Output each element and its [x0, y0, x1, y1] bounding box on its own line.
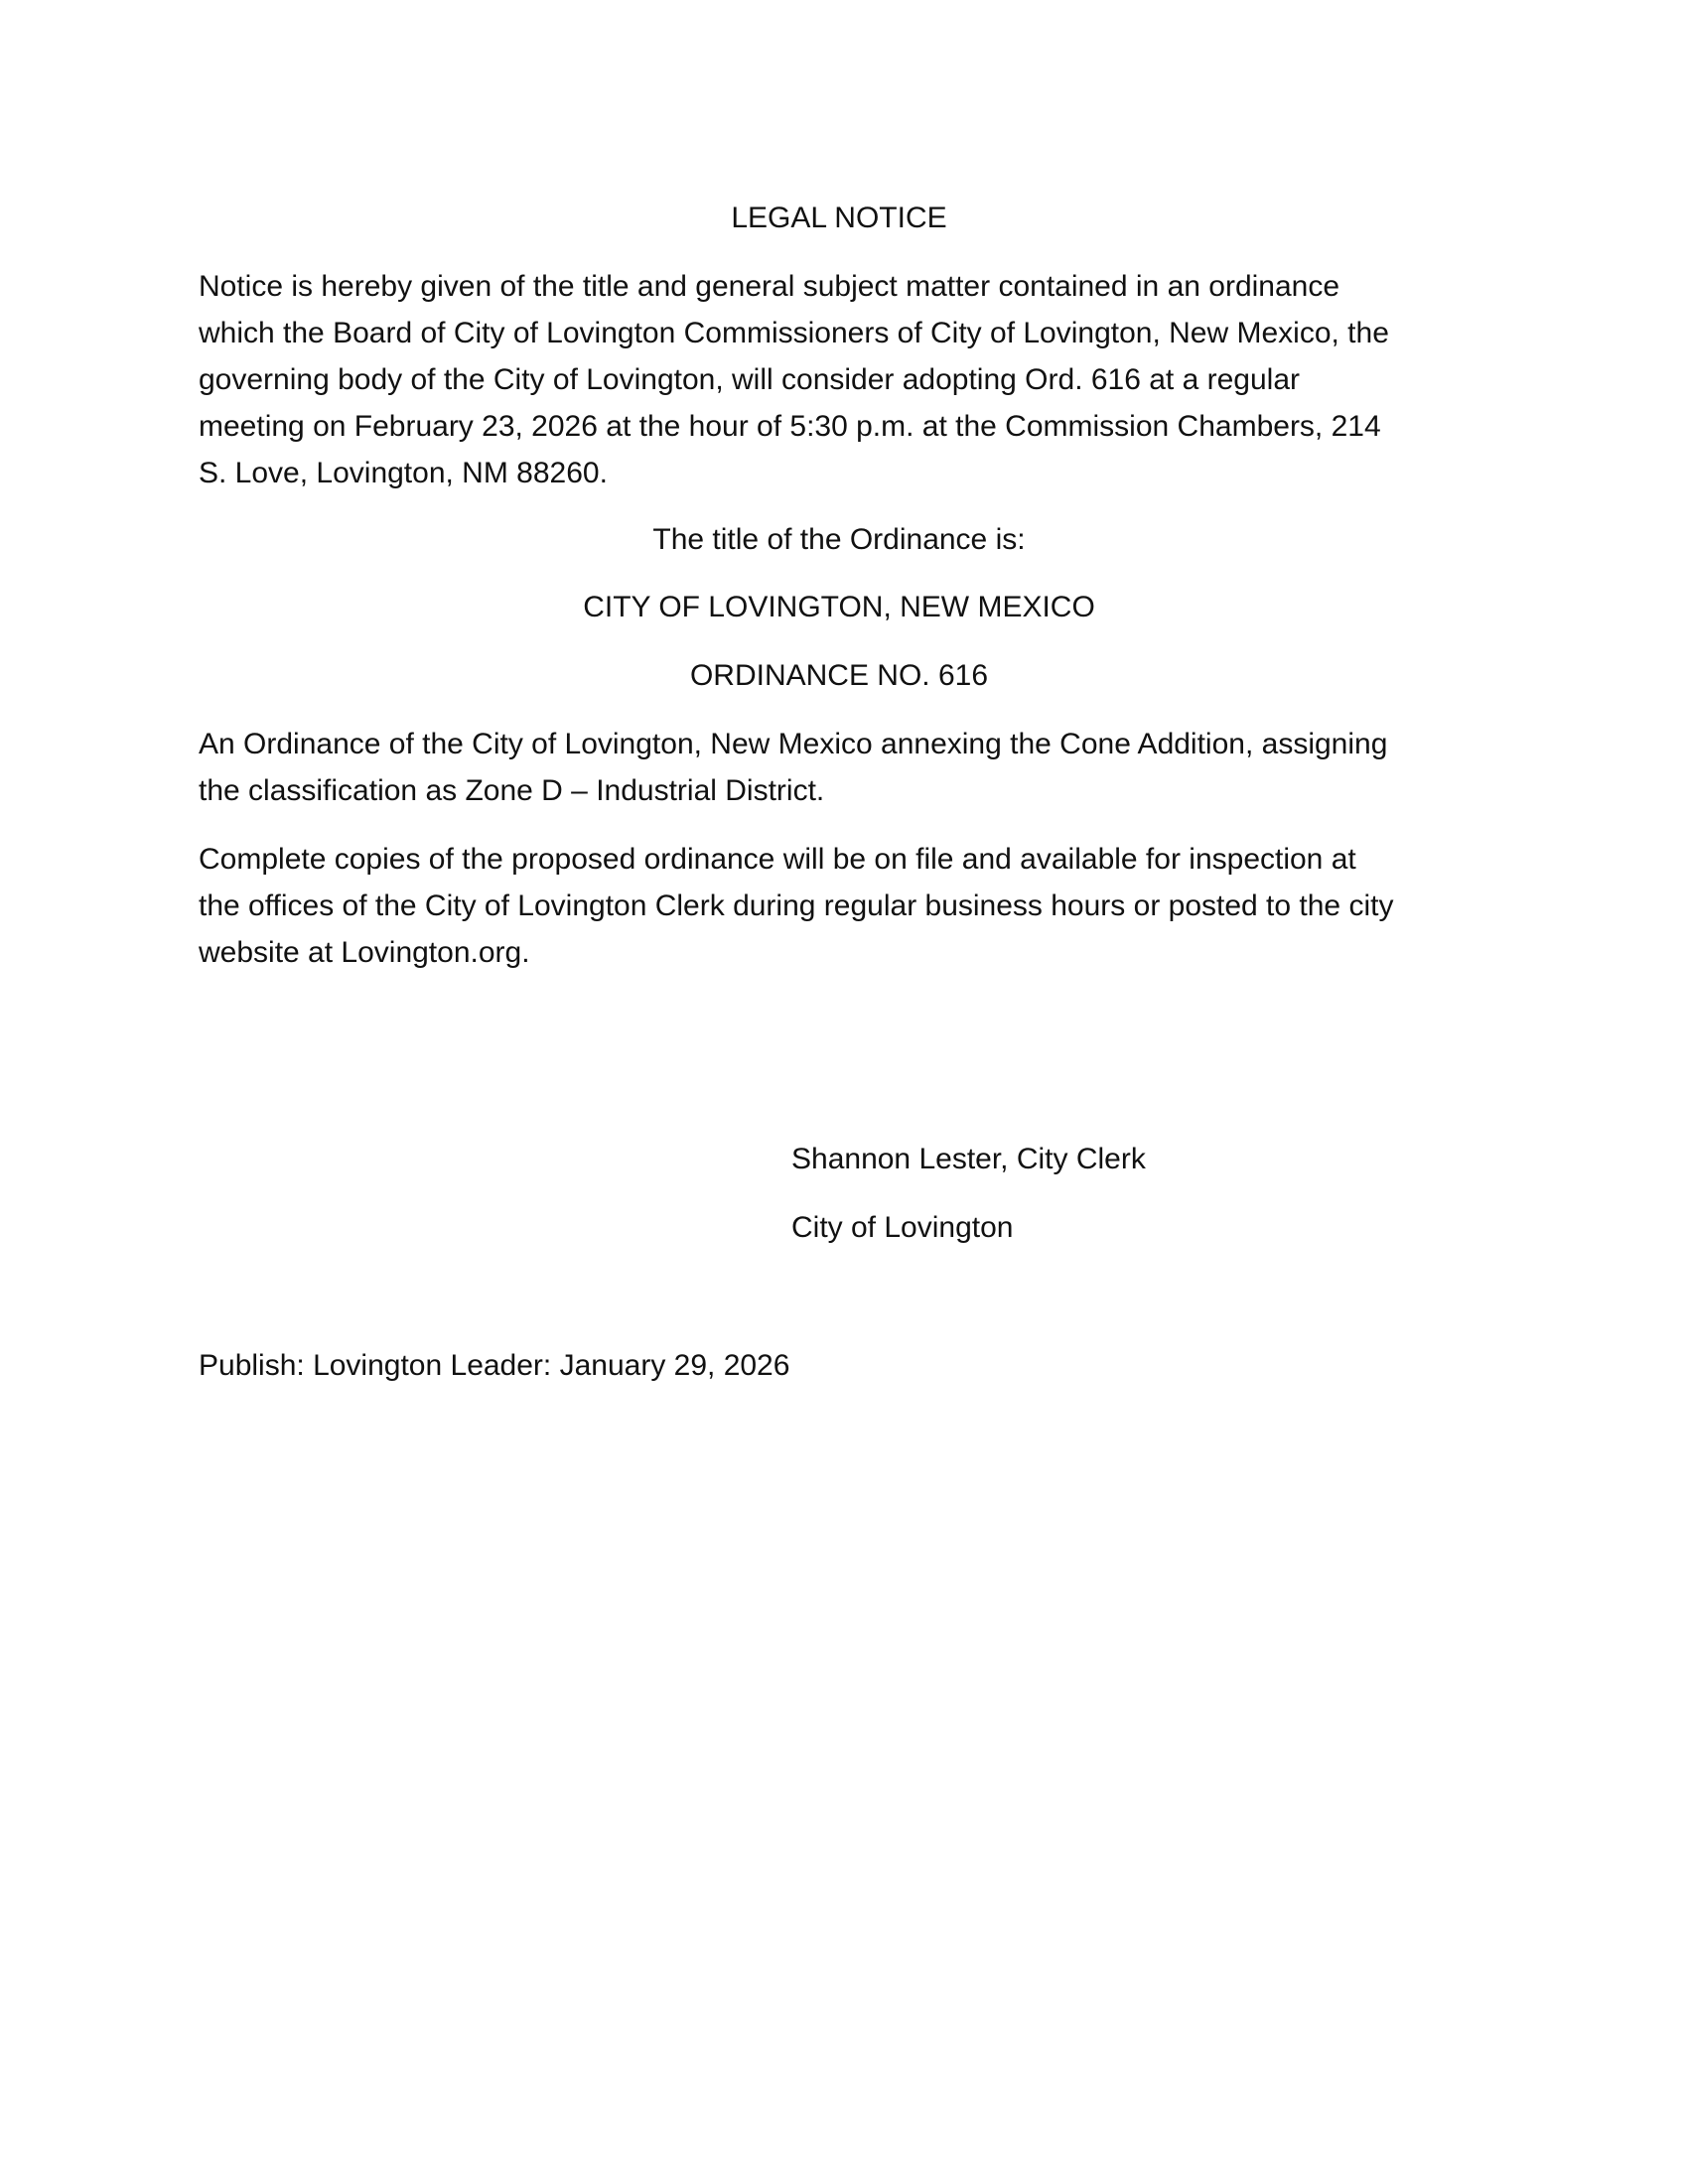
signature-name: Shannon Lester, City Clerk [791, 1143, 1146, 1175]
intro-line: meeting on February 23, 2026 at the hour of 5:30 p.m. at the Commission Chambers, 214 [199, 410, 1381, 443]
ordinance-number: ORDINANCE NO. 616 [689, 659, 989, 692]
intro-line: Notice is hereby given of the title and general subject matter contained in an ordinance [199, 270, 1340, 303]
ordinance-city: CITY OF LOVINGTON, NEW MEXICO [583, 591, 1095, 623]
ordinance-description [199, 721, 1489, 814]
copies-line: Complete copies of the proposed ordinance will be on file and available for inspection at [199, 843, 1356, 876]
description-line: the classification as Zone D – Industrial District. [199, 774, 825, 807]
intro-line: S. Love, Lovington, NM 88260. [199, 457, 608, 489]
description-line: An Ordinance of the City of Lovington, New Mexico annexing the Cone Addition, assigning [199, 728, 1388, 760]
publish-line: Publish: Lovington Leader: January 29, 2026 [199, 1349, 790, 1382]
intro-paragraph [199, 263, 1489, 496]
intro-line: governing body of the City of Lovington, will consider adopting Ord. 616 at a regular [199, 363, 1301, 396]
copies-line: website at Lovington.org. [199, 936, 530, 969]
ordinance-title-intro: The title of the Ordinance is: [652, 523, 1026, 556]
copies-paragraph [199, 836, 1489, 976]
copies-line: the offices of the City of Lovington Clerk during regular business hours or posted to the city [199, 889, 1394, 922]
intro-line: which the Board of City of Lovington Commissioners of City of Lovington, New Mexico, the [199, 317, 1389, 349]
signature-organization: City of Lovington [791, 1211, 1014, 1244]
notice-heading: LEGAL NOTICE [731, 202, 947, 234]
